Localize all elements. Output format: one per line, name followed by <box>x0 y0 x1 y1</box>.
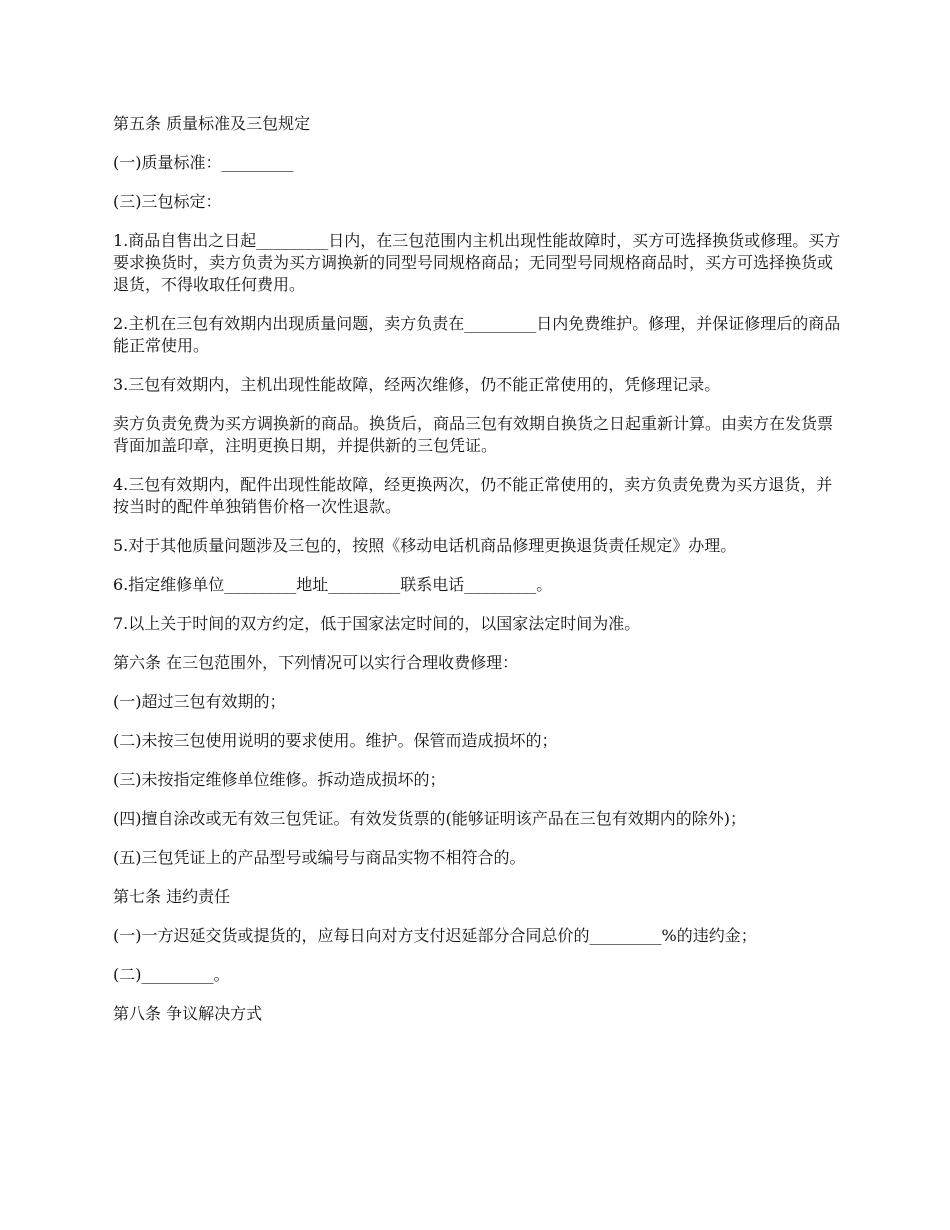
paid-repair-item-5: (五)三包凭证上的产品型号或编号与商品实物不相符合的。 <box>113 848 526 867</box>
warranty-item-4: 4.三包有效期内，配件出现性能故障，经更换两次，仍不能正常使用的，卖方负责免费为买方退货，并按当时的配件单独销售价格一次性退款。 <box>113 475 833 516</box>
warranty-item-6: 6.指定维修单位_________地址_________联系电话_________。 <box>113 575 553 594</box>
article-5-heading: 第五条 质量标准及三包规定 <box>113 114 311 133</box>
warranty-item-5: 5.对于其他质量问题涉及三包的，按照《移动电话机商品修理更换退货责任规定》办理。 <box>113 536 737 555</box>
paid-repair-item-2: (二)未按三包使用说明的要求使用。维护。保管而造成损坏的； <box>113 731 558 750</box>
quality-standard-clause: (一)质量标准：_________ <box>113 153 294 172</box>
warranty-item-3-continued: 卖方负责免费为买方调换新的商品。换货后，商品三包有效期自换货之日起重新计算。由卖方在发货票背面加盖印章，注明更换日期，并提供新的三包凭证。 <box>113 414 834 455</box>
warranty-item-2: 2.主机在三包有效期内出现质量问题，卖方负责在_________日内免费维护。修理，并保证修理后的商品能正常使用。 <box>113 314 841 355</box>
warranty-item-3: 3.三包有效期内，主机出现性能故障，经两次维修，仍不能正常使用的，凭修理记录。 <box>113 375 721 394</box>
warranty-item-1: 1.商品自售出之日起_________日内，在三包范围内主机出现性能故障时，买方可选择换货或修理。买方要求换货时，卖方负责为买方调换新的同型号同规格商品；无同型号同规格商品时，买方可选择换货或退货，不得收取任何费用。 <box>113 231 841 294</box>
paid-repair-item-1: (一)超过三包有效期的； <box>113 692 286 711</box>
document-body <box>113 113 848 1042</box>
paid-repair-item-4: (四)擅自涂改或无有效三包凭证。有效发货票的(能够证明该产品在三包有效期内的除外)； <box>113 809 746 828</box>
article-7-heading: 第七条 违约责任 <box>113 887 231 906</box>
warranty-item-7: 7.以上关于时间的双方约定，低于国家法定时间的，以国家法定时间为准。 <box>113 614 641 633</box>
warranty-definition-clause: (三)三包标定： <box>113 192 222 211</box>
liability-item-1: (一)一方迟延交货或提货的，应每日向对方支付迟延部分合同总价的_________%的违约金； <box>113 926 757 945</box>
liability-item-2: (二)_________。 <box>113 965 230 984</box>
paid-repair-item-3: (三)未按指定维修单位维修。拆动造成损坏的； <box>113 770 446 789</box>
article-8-heading: 第八条 争议解决方式 <box>113 1004 263 1023</box>
article-6-heading: 第六条 在三包范围外，下列情况可以实行合理收费修理： <box>113 653 519 672</box>
